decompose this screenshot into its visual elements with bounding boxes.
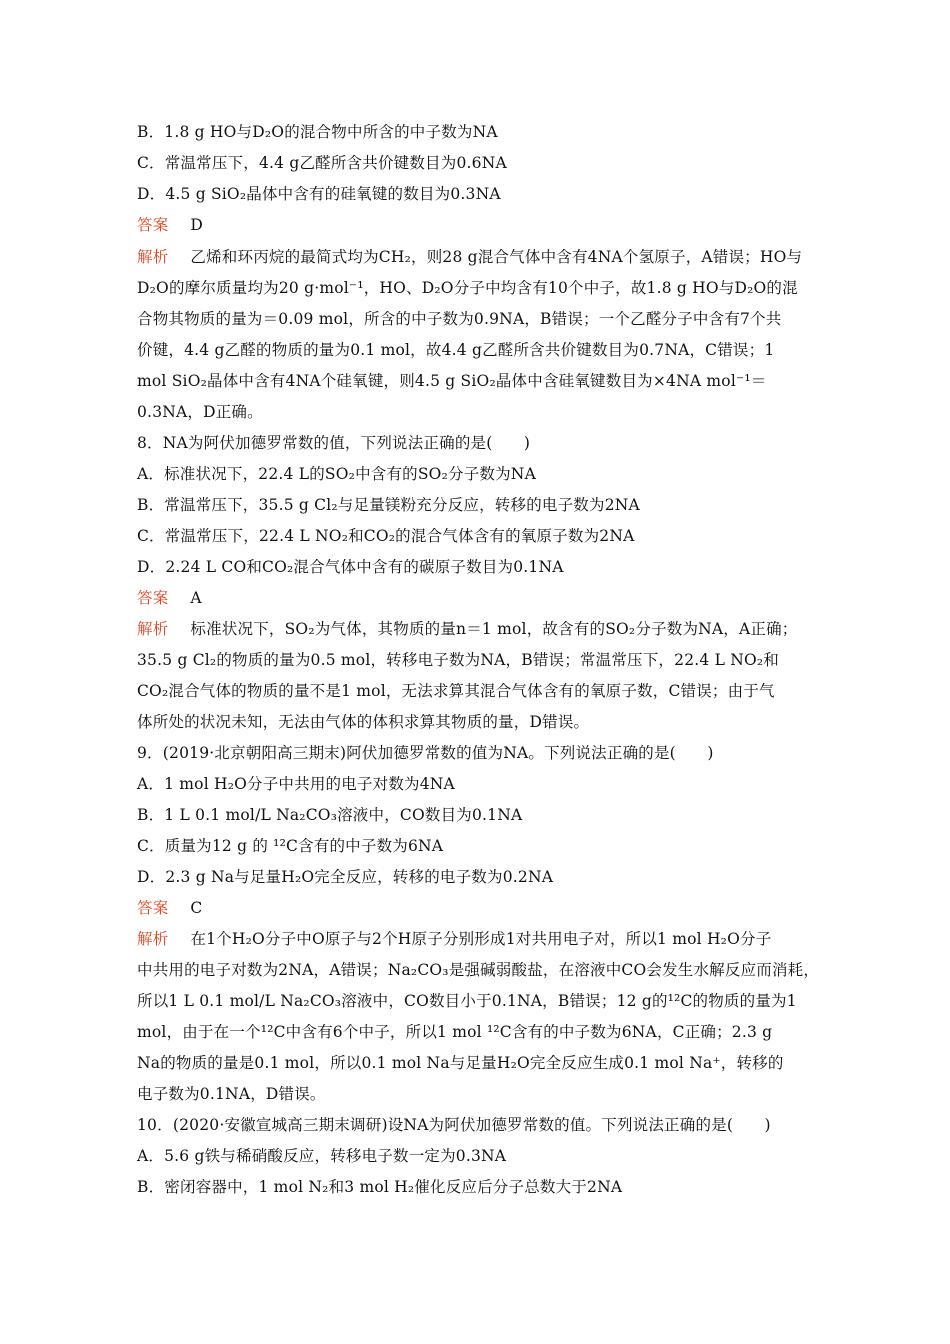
q9-analysis-line-3: 所以1 L 0.1 mol/L Na₂CO₃溶液中，CO数目小于0.1NA，B错误；12 g的¹²C的物质的量为1 [137,992,797,1010]
q9-answer [137,897,817,919]
q8-analysis-line-1 [137,618,817,640]
q8-analysis-line-2: 35.5 g Cl₂的物质的量为0.5 mol，转移电子数为NA，B错误；常温常压下，22.4 L NO₂和 [137,651,779,669]
answer-value: A [190,589,202,607]
q9-option-d: D．2.3 g Na与足量H₂O完全反应，转移的电子数为0.2NA [137,868,554,886]
q9-option-b: B．1 L 0.1 mol/L Na₂CO₃溶液中，CO数目为0.1NA [137,806,523,824]
analysis-label: 解析 [137,930,169,948]
q10-stem: 10．(2020·安徽宣城高三期末调研)设NA为阿伏加德罗常数的值。下列说法正确的是( ) [137,1116,771,1134]
q8-option-c: C．常温常压下，22.4 L NO₂和CO₂的混合气体含有的氧原子数为2NA [137,527,635,545]
answer-label: 答案 [137,899,169,917]
analysis-label: 解析 [137,620,169,638]
answer-label: 答案 [137,216,169,234]
q7-answer [137,214,817,236]
analysis-text: 标准状况下，SO₂为气体，其物质的量n＝1 mol，故含有的SO₂分子数为NA，A正确； [190,620,798,638]
q8-option-d: D．2.24 L CO和CO₂混合气体中含有的碳原子数目为0.1NA [137,558,564,576]
q9-analysis-line-6: 电子数为0.1NA，D错误。 [137,1085,326,1103]
q9-analysis-line-1 [137,928,817,950]
q7-analysis-line-3: 合物其物质的量为＝0.09 mol，所含的中子数为0.9NA，B错误；一个乙醛分子中含有7个共 [137,310,782,328]
q9-stem: 9．(2019·北京朝阳高三期末)阿伏加德罗常数的值为NA。下列说法正确的是( ) [137,744,714,762]
q10-option-b: B．密闭容器中，1 mol N₂和3 mol H₂催化反应后分子总数大于2NA [137,1178,623,1196]
analysis-text: 在1个H₂O分子中O原子与2个H原子分别形成1对共用电子对，所以1 mol H₂O分子 [190,930,772,948]
analysis-label: 解析 [137,248,169,266]
q7-analysis-line-2: D₂O的摩尔质量均为20 g·mol⁻¹，HO、D₂O分子中均含有10个中子，故1.8 g HO与D₂O的混 [137,279,798,297]
answer-value: D [190,216,204,234]
q7-analysis-line-4: 价键，4.4 g乙醛的物质的量为0.1 mol，故4.4 g乙醛所含共价键数目为0.7NA，C错误；1 [137,341,775,359]
q9-option-c: C．质量为12 g 的 ¹²C含有的中子数为6NA [137,837,444,855]
q7-option-b: B．1.8 g HO与D₂O的混合物中所含的中子数为NA [137,123,498,141]
answer-label: 答案 [137,589,169,607]
q9-analysis-line-4: mol，由于在一个¹²C中含有6个中子，所以1 mol ¹²C含有的中子数为6NA，C正确；2.3 g [137,1023,773,1041]
q7-analysis-line-1 [137,246,817,268]
q8-option-a: A．标准状况下，22.4 L的SO₂中含有的SO₂分子数为NA [137,465,536,483]
q9-analysis-line-5: Na的物质的量是0.1 mol，所以0.1 mol Na与足量H₂O完全反应生成0.1 mol Na⁺，转移的 [137,1054,784,1072]
q8-analysis-line-4: 体所处的状况未知，无法由气体的体积求算其物质的量，D错误。 [137,713,590,731]
q8-answer [137,587,817,609]
q7-option-d: D．4.5 g SiO₂晶体中含有的硅氧键的数目为0.3NA [137,185,501,203]
q7-analysis-line-6: 0.3NA，D正确。 [137,403,263,421]
q7-analysis-line-5: mol SiO₂晶体中含有4NA个硅氧键，则4.5 g SiO₂晶体中含硅氧键数目为×4NA mol⁻¹＝ [137,372,767,390]
analysis-text: 乙烯和环丙烷的最简式均为CH₂，则28 g混合气体中含有4NA个氢原子，A错误；HO与 [190,248,803,266]
q8-stem: 8．NA为阿伏加德罗常数的值，下列说法正确的是( ) [137,434,531,452]
answer-value: C [190,899,203,917]
q9-option-a: A．1 mol H₂O分子中共用的电子对数为4NA [137,775,455,793]
q8-analysis-line-3: CO₂混合气体的物质的量不是1 mol，无法求算其混合气体含有的氧原子数，C错误；由于气 [137,682,775,700]
q7-option-c: C．常温常压下，4.4 g乙醛所含共价键数目为0.6NA [137,154,507,172]
q8-option-b: B．常温常压下，35.5 g Cl₂与足量镁粉充分反应，转移的电子数为2NA [137,496,640,514]
q9-analysis-line-2: 中共用的电子对数为2NA，A错误；Na₂CO₃是强碱弱酸盐，在溶液中CO会发生水解反应而消耗， [137,961,820,979]
q10-option-a: A．5.6 g铁与稀硝酸反应，转移电子数一定为0.3NA [137,1147,507,1165]
